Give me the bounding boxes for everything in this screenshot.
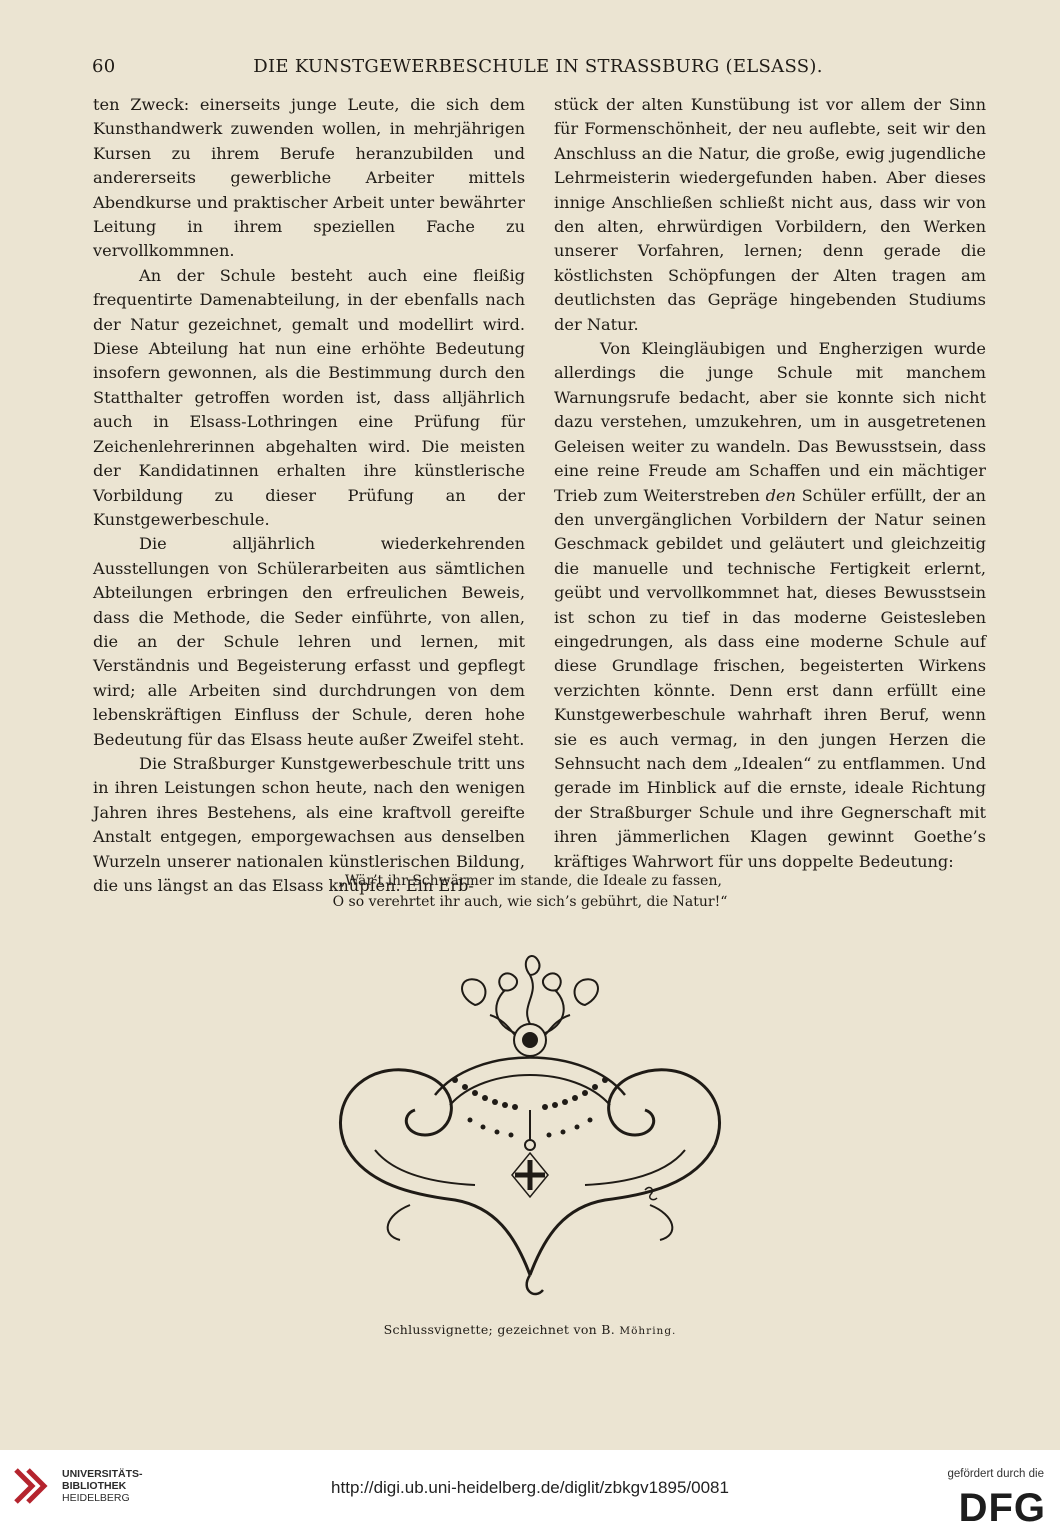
funded-by-label: gefördert durch die: [947, 1468, 1044, 1480]
caption-artist: Möhring.: [619, 1325, 677, 1337]
italic-word: den: [765, 485, 796, 505]
quote-line: „Wär’t ihr Schwärmer im stande, die Ideale zu fassen,: [338, 873, 722, 889]
paragraph: ten Zweck: einerseits junge Leute, die sich dem Kunsthandwerk zuwenden wollen, in mehrjährigen Kursen zu ihrem Berufe heranzubilden und andererseits gewerbliche Arbeiter mittels Abendkurse und praktischer Arbeit unter bewährter Leitung in ihrem speziellen Fache zu vervollkommnen.: [93, 95, 525, 261]
permalink-url[interactable]: http://digi.ub.uni-heidelberg.de/diglit/zbkgv1895/0081: [331, 1478, 729, 1497]
left-column: [93, 93, 525, 898]
quote-line: O so verehrtet ihr auch, wie sich’s gebührt, die Natur!“: [332, 894, 728, 910]
paragraph: Die alljährlich wiederkehrenden Ausstellungen von Schülerarbeiten aus sämtlichen Abteilungen erbringen den erfreulichen Beweis, dass die Methode, die Seder einführte, von allen, die an der Schule lehren und lernen, mit Verständnis und Begeisterung erfasst und gepflegt wird; alle Arbeiten sind durchdrungen von dem lebenskräftigen Einfluss der Schule, deren hohe Bedeutung für das Elsass heute außer Zweifel steht.: [93, 534, 525, 749]
caption-text: Schlussvignette; gezeichnet von B.: [383, 1322, 620, 1337]
paragraph-text: Von Kleingläubigen und Engherzigen wurde allerdings die junge Schule mit manchem Warnungsrufe bedacht, aber sie konnte sich nicht dazu verstehen, umzukehren, um in ausgetretenen Geleisen weiter zu wandeln. Das Bewusstsein, dass eine reine Freude am Schaffen und ein mächtiger Trieb zum Weiterstreben: [554, 339, 986, 505]
page-number: 60: [92, 56, 116, 77]
paragraph: An der Schule besteht auch eine fleißig frequentirte Damenabteilung, in der ebenfalls nach der Natur gezeichnet, gemalt und modellirt wird. Diese Abteilung hat nun eine erhöhte Bedeutung insofern gewonnen, als die Bestimmung durch den Statthalter getroffen worden ist, dass alljährlich auch in Elsass-Lothringen eine Prüfung für Zeichenlehrerinnen abgehalten wird. Die meisten der Kandidatinnen erhalten ihre künstlerische Vorbildung zu dieser Prüfung an der Kunstgewerbeschule.: [93, 265, 525, 529]
paragraph-text: Schüler erfüllt, der an den unvergänglichen Vorbildern der Natur seinen Geschmack gebildet und geläutert und gleichzeitig die manuelle und technische Fertigkeit erlernt, geübt und vervollkommnet hat, dieses Bewusstsein ist schon zu tief in das moderne Geistesleben eingedrungen, als dass eine moderne Schule auf diese Grundlage frischen, begeisterten Wirkens verzichten könnte. Denn erst dann erfüllt eine Kunstgewerbeschule wahrhaft ihren Beruf, wenn sie es auch vermag, in den jungen Herzen die Sehnsucht nach dem „Idealen“ zu entflammen. Und gerade im Hinblick auf die ernste, ideale Richtung der Straßburger Schule und ihre Gegnerschaft mit ihren jämmerlichen Klagen gewinnt Goethe’s kräftiges Wahrwort für uns doppelte Bedeutung:: [554, 485, 986, 871]
paragraph: stück der alten Kunstübung ist vor allem der Sinn für Formenschönheit, der neu auflebte, seit wir den Anschluss an die Natur, die große, ewig jugendliche Lehrmeisterin wiedergefunden haben. Aber dieses innige Anschließen schließt nicht aus, dass wir von den alten, ehrwürdigen Vorbildern, den Werken unserer Vorfahren, lernen; denn gerade die köstlichsten Schöpfungen der Alten tragen am deutlichsten das Gepräge hingebenden Studiums der Natur.: [554, 95, 986, 334]
paragraph: [554, 337, 986, 874]
library-line: BIBLIOTHEK: [62, 1480, 127, 1492]
paragraph: Die Straßburger Kunstgewerbeschule tritt uns in ihren Leistungen schon heute, nach den wenigen Jahren ihres Bestehens, als eine kraftvoll gereifte Anstalt entgegen, emporgewachsen aus denselben Wurzeln unserer nationalen künstlerischen Bildung, die uns längst an das Elsass knüpfen. Ein Erb-: [93, 753, 525, 895]
closing-vignette-ornament: [305, 945, 755, 1310]
running-header: [88, 56, 988, 82]
digitization-footer: [0, 1450, 1060, 1537]
running-title: DIE KUNSTGEWERBESCHULE IN STRASSBURG (ELSASS).: [253, 56, 823, 77]
vignette-caption: [300, 1322, 760, 1337]
dfg-logo: DFG: [958, 1486, 1046, 1530]
library-line: HEIDELBERG: [62, 1492, 130, 1504]
goethe-quote: [300, 871, 760, 913]
right-column: [554, 93, 986, 874]
library-line: UNIVERSITÄTS-: [62, 1468, 143, 1480]
